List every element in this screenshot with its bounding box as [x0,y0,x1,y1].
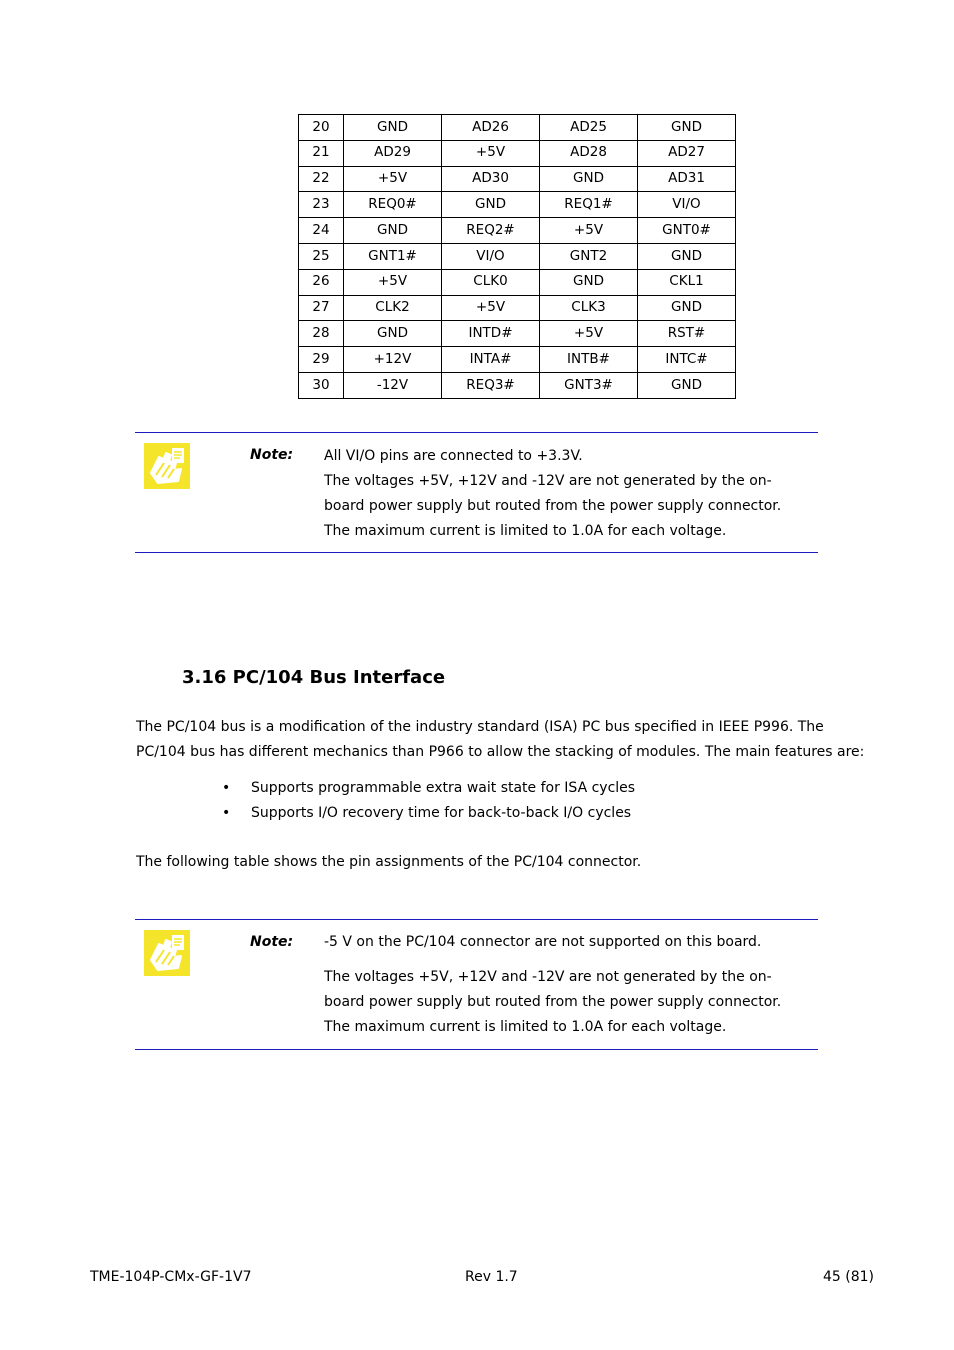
pin-signal-cell: CKL1 [638,269,736,295]
pin-assignment-table [298,114,736,399]
pin-signal-cell: +5V [442,140,540,166]
pin-signal-cell: CLK3 [540,295,638,321]
pin-signal-cell: AD26 [442,115,540,141]
pin-signal-cell: GND [638,243,736,269]
pin-signal-cell: -12V [344,372,442,398]
pin-signal-cell: INTC# [638,347,736,373]
note-paragraph: The voltages +5V, +12V and -12V are not generated by the on-board power supply but routed from the power supply connector. The maximum current is limited to 1.0A for each voltage. [324,969,782,1035]
pin-signal-cell: GND [344,321,442,347]
pin-signal-cell: GND [442,192,540,218]
pin-signal-cell: GND [638,115,736,141]
pin-row-number: 21 [299,140,344,166]
pin-table-body [299,115,736,399]
pin-signal-cell: GND [540,166,638,192]
bullet-icon: • [222,780,231,796]
table-row [299,295,736,321]
pin-signal-cell: GND [638,372,736,398]
note-hand-icon [144,443,190,489]
pin-signal-cell: REQ3# [442,372,540,398]
pin-row-number: 26 [299,269,344,295]
list-item-text: Supports I/O recovery time for back-to-back I/O cycles [251,805,632,821]
table-row [299,243,736,269]
pin-signal-cell: AD25 [540,115,638,141]
footer-doc-id: TME-104P-CMx-GF-1V7 [90,1269,252,1285]
footer-revision: Rev 1.7 [465,1269,518,1285]
table-row [299,166,736,192]
pin-row-number: 24 [299,218,344,244]
table-row [299,115,736,141]
pin-signal-cell: REQ0# [344,192,442,218]
pin-signal-cell: GNT1# [344,243,442,269]
pin-signal-cell: GND [344,115,442,141]
pin-signal-cell: INTA# [442,347,540,373]
pin-signal-cell: +12V [344,347,442,373]
section-heading: 3.16 PC/104 Bus Interface [182,667,446,688]
note-label: Note: [250,934,294,950]
pin-row-number: 23 [299,192,344,218]
pin-signal-cell: +5V [344,269,442,295]
pin-signal-cell: AD30 [442,166,540,192]
table-row [299,347,736,373]
pin-row-number: 22 [299,166,344,192]
table-row [299,269,736,295]
pin-signal-cell: CLK2 [344,295,442,321]
note-text [324,444,804,544]
pin-signal-cell: INTD# [442,321,540,347]
pin-signal-cell: INTB# [540,347,638,373]
pin-signal-cell: CLK0 [442,269,540,295]
pin-row-number: 28 [299,321,344,347]
pin-signal-cell: +5V [344,166,442,192]
pin-signal-cell: VI/O [638,192,736,218]
section-intro: The PC/104 bus is a modification of the industry standard (ISA) PC bus specified in IEEE P996. The PC/104 bus has different mechanics than P966 to allow the stacking of modules. The main features are: [136,719,865,760]
footer-page-number: 45 (81) [822,1269,874,1285]
pin-signal-cell: AD27 [638,140,736,166]
table-row [299,192,736,218]
pin-signal-cell: RST# [638,321,736,347]
note-line: All VI/O pins are connected to +3.3V. [324,448,583,464]
note-paragraph: The voltages +5V, +12V and -12V are not generated by the on-board power supply but routed from the power supply connector. The maximum current is limited to 1.0A for each voltage. [324,473,782,539]
pin-signal-cell: GND [540,269,638,295]
table-row [299,321,736,347]
pin-signal-cell: AD28 [540,140,638,166]
note-label: Note: [250,447,294,463]
pin-row-number: 30 [299,372,344,398]
pin-signal-cell: REQ1# [540,192,638,218]
table-intro: The following table shows the pin assignments of the PC/104 connector. [136,854,642,870]
pin-signal-cell: GNT3# [540,372,638,398]
pin-signal-cell: GNT2 [540,243,638,269]
pin-signal-cell: +5V [540,321,638,347]
pin-row-number: 27 [299,295,344,321]
pin-row-number: 25 [299,243,344,269]
pin-signal-cell: AD29 [344,140,442,166]
pin-row-number: 29 [299,347,344,373]
note-text [324,930,804,1040]
pin-signal-cell: +5V [540,218,638,244]
feature-list [222,776,635,826]
pin-signal-cell: AD31 [638,166,736,192]
note-box-vio [135,432,818,553]
pin-signal-cell: REQ2# [442,218,540,244]
table-row [299,140,736,166]
pin-signal-cell: +5V [442,295,540,321]
pin-signal-cell: VI/O [442,243,540,269]
note-box-power [135,919,818,1050]
note-hand-icon [144,930,190,976]
pin-signal-cell: GND [344,218,442,244]
pin-signal-cell: GND [638,295,736,321]
pin-signal-cell: GNT0# [638,218,736,244]
table-row [299,372,736,398]
list-item [222,776,635,801]
pin-row-number: 20 [299,115,344,141]
list-item-text: Supports programmable extra wait state for ISA cycles [251,780,636,796]
bullet-icon: • [222,805,231,821]
list-item [222,801,635,826]
table-row [299,218,736,244]
note-line: -5 V on the PC/104 connector are not supported on this board. [324,934,762,950]
